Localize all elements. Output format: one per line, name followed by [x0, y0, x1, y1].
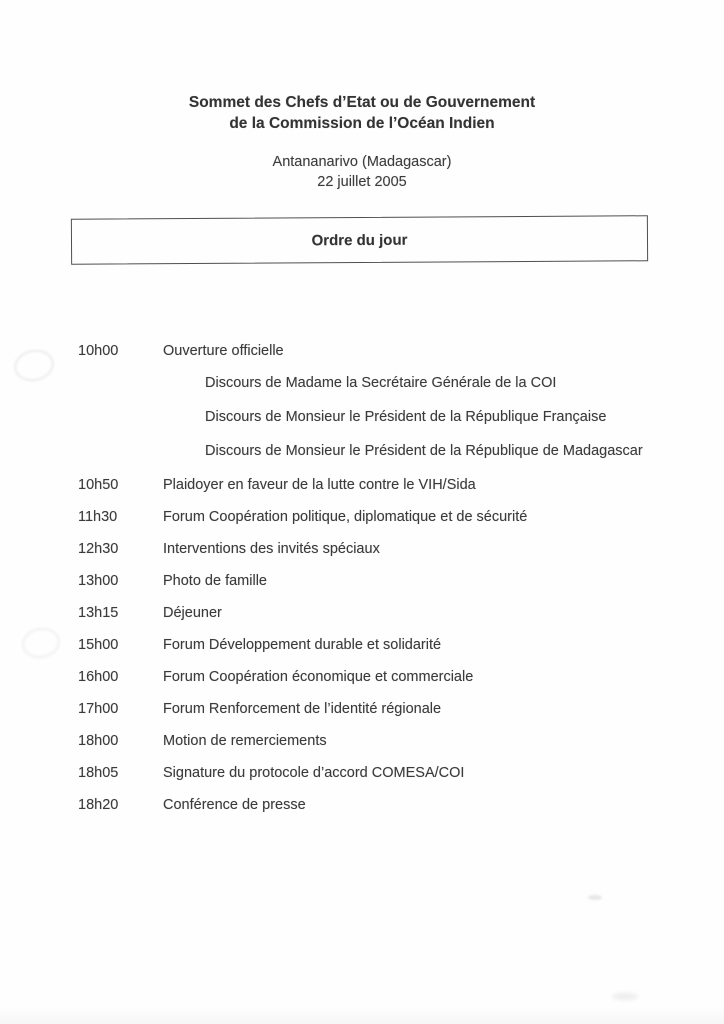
agenda-item	[0, 795, 724, 815]
agenda-item	[0, 763, 724, 783]
agenda-row	[0, 539, 724, 559]
agenda-row	[0, 699, 724, 719]
agenda-row	[0, 667, 724, 687]
agenda-row	[0, 731, 724, 751]
agenda-item	[0, 539, 724, 559]
agenda-label: Forum Renforcement de l’identité régionale	[163, 701, 442, 717]
agenda-row	[0, 763, 724, 783]
agenda-time: 13h00	[78, 573, 119, 589]
agenda-subitem: Discours de Monsieur le Président de la République de Madagascar	[205, 443, 643, 459]
agenda-item	[0, 507, 724, 527]
agenda-subitem: Discours de Monsieur le Président de la République Française	[205, 409, 607, 425]
agenda-label: Forum Coopération politique, diplomatique et de sécurité	[163, 509, 528, 525]
agenda-row	[0, 571, 724, 591]
agenda-label: Signature du protocole d’accord COMESA/COI	[163, 765, 465, 781]
agenda-item	[0, 571, 724, 591]
agenda-label: Motion de remerciements	[163, 733, 327, 749]
agenda-row	[0, 603, 724, 623]
event-location: Antananarivo (Madagascar)	[272, 154, 452, 170]
agenda-label: Déjeuner	[163, 605, 222, 621]
section-title: Ordre du jour	[311, 231, 408, 249]
agenda-subitem: Discours de Madame la Secrétaire Générale de la COI	[205, 375, 557, 391]
agenda-item	[0, 699, 724, 719]
agenda-item	[0, 667, 724, 687]
agenda-subitems	[205, 373, 724, 461]
scan-edge-shadow	[0, 1008, 724, 1024]
agenda-list	[0, 341, 724, 827]
agenda-item	[0, 635, 724, 655]
agenda-label: Forum Coopération économique et commerciale	[163, 669, 474, 685]
title-line-2: de la Commission de l’Océan Indien	[229, 115, 495, 132]
agenda-time: 10h00	[78, 343, 119, 359]
title-line-1: Sommet des Chefs d’Etat ou de Gouvernement	[188, 94, 536, 111]
agenda-row	[0, 795, 724, 815]
scan-artifact-smudge	[612, 993, 638, 1000]
agenda-time: 18h00	[78, 733, 119, 749]
agenda-item	[0, 341, 724, 461]
agenda-time: 12h30	[78, 541, 119, 557]
agenda-label: Plaidoyer en faveur de la lutte contre le VIH/Sida	[163, 477, 476, 493]
agenda-time: 18h20	[78, 797, 119, 813]
agenda-time: 17h00	[78, 701, 119, 717]
event-date: 22 juillet 2005	[317, 173, 407, 190]
scan-artifact-smudge	[588, 895, 602, 900]
document-title	[0, 92, 724, 134]
agenda-label: Conférence de presse	[163, 797, 306, 813]
agenda-item	[0, 475, 724, 495]
section-title-box	[71, 215, 648, 265]
agenda-label: Ouverture officielle	[163, 343, 284, 359]
agenda-time: 16h00	[78, 669, 119, 685]
agenda-time: 15h00	[78, 637, 119, 653]
agenda-row	[0, 341, 724, 361]
agenda-item	[0, 603, 724, 623]
agenda-time: 11h30	[78, 509, 118, 525]
agenda-item	[0, 731, 724, 751]
agenda-time: 10h50	[78, 477, 119, 493]
agenda-row	[0, 635, 724, 655]
agenda-row	[0, 507, 724, 527]
agenda-label: Interventions des invités spéciaux	[163, 541, 380, 557]
agenda-label: Forum Développement durable et solidarité	[163, 637, 442, 653]
agenda-time: 18h05	[78, 765, 119, 781]
event-location-date	[0, 153, 724, 192]
agenda-row	[0, 475, 724, 495]
agenda-label: Photo de famille	[163, 573, 267, 589]
agenda-time: 13h15	[78, 605, 119, 621]
